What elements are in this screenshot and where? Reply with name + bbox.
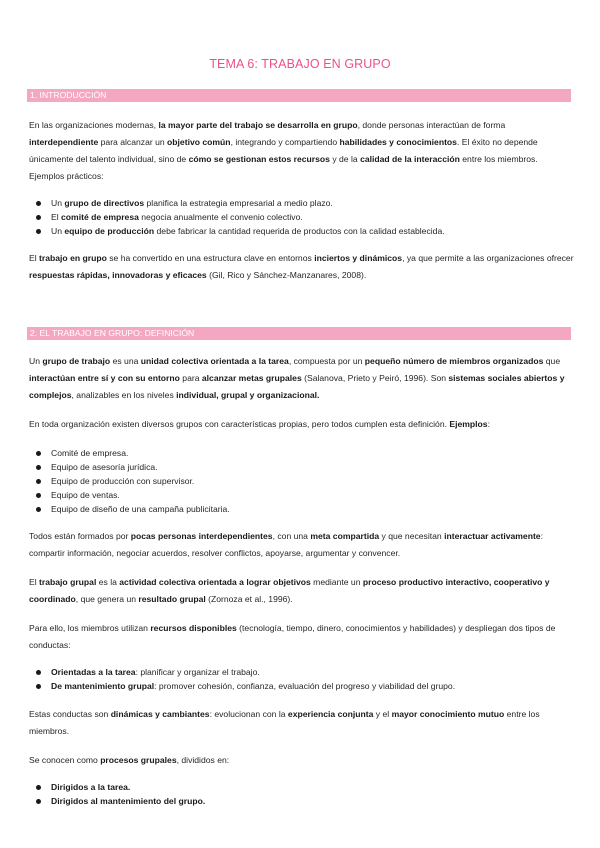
list-item-bold-text: Dirigidos a la tarea. (51, 782, 131, 792)
definition-paragraph-1-text: Un (29, 356, 43, 366)
bullet-icon (36, 215, 41, 220)
bullet-icon (36, 465, 41, 470)
definition-paragraph-5-bold-text: recursos disponibles (150, 623, 237, 633)
definition-paragraph-5-text: Para ello, los miembros utilizan (29, 623, 151, 633)
definition-paragraph-2-bold-text: Ejemplos (449, 419, 488, 429)
definition-examples-list (29, 446, 574, 516)
list-item-text: Un (51, 198, 65, 208)
list-item-bold-text: Orientadas a la tarea (51, 667, 136, 677)
definition-paragraph-3-bold-text: interactuar activamente (444, 531, 541, 541)
definition-paragraph-4-text: El (29, 577, 40, 587)
definition-paragraph-1-text: , analizables en los niveles (71, 390, 177, 400)
bullet-icon (36, 670, 41, 675)
definition-paragraph-1-text: es una (110, 356, 141, 366)
intro-paragraph-1-bold-text: cómo se gestionan estos recursos (188, 154, 330, 164)
list-item (29, 679, 574, 693)
intro-paragraph-1-bold-text: la mayor parte del trabajo se desarrolla en grupo (158, 120, 358, 130)
definition-paragraph-6-text: y el (373, 709, 392, 719)
list-item-text: Un (51, 226, 65, 236)
intro-paragraph-1-text: entre los miembros. Ejemplos prácticos: (29, 154, 538, 181)
bullet-icon (36, 229, 41, 234)
list-item (29, 780, 574, 794)
definition-paragraph-6-text: : evolucionan con la (209, 709, 288, 719)
definition-paragraph-4-bold-text: trabajo grupal (39, 577, 97, 587)
definition-paragraph-3 (29, 528, 574, 562)
list-item (29, 474, 574, 488)
intro-paragraph-1-text: para alcanzar un (98, 137, 168, 147)
intro-paragraph-1-bold-text: objetivo común (167, 137, 231, 147)
definition-paragraph-6-bold-text: dinámicas y cambiantes (110, 709, 210, 719)
definition-paragraph-6-bold-text: mayor conocimiento mutuo (391, 709, 505, 719)
list-item-bold-text: comité de empresa (61, 212, 139, 222)
section-heading-definicion: 2. EL TRABAJO EN GRUPO: DEFINICIÓN (27, 327, 571, 340)
definition-paragraph-6-bold-text: experiencia conjunta (287, 709, 374, 719)
definition-paragraph-4-text: mediante un (310, 577, 363, 587)
list-item-text: Equipo de asesoría jurídica. (51, 462, 158, 472)
intro-paragraph-2 (29, 250, 574, 284)
intro-paragraph-1-bold-text: interdependiente (29, 137, 99, 147)
intro-paragraph-1-text: , integrando y compartiendo (230, 137, 340, 147)
list-item (29, 460, 574, 474)
definition-paragraph-1-bold-text: grupo de trabajo (42, 356, 111, 366)
intro-paragraph-1-text: y de la (329, 154, 361, 164)
list-item-bold-text: equipo de producción (64, 226, 155, 236)
bullet-icon (36, 507, 41, 512)
list-item (29, 665, 574, 679)
definition-paragraph-4-text: , que genera un (75, 594, 139, 604)
section-heading-introduccion: 1. INTRODUCCIÓN (27, 89, 571, 102)
definition-paragraph-1-bold-text: alcanzar metas grupales (201, 373, 302, 383)
definition-paragraph-4-bold-text: actividad colectiva orientada a lograr objetivos (119, 577, 311, 587)
conducts-list (29, 665, 574, 693)
intro-paragraph-2-bold-text: respuestas rápidas, innovadoras y eficaces (29, 270, 207, 280)
list-item-text: Equipo de ventas. (51, 490, 120, 500)
bullet-icon (36, 493, 41, 498)
definition-paragraph-7-text: Se conocen como (29, 755, 101, 765)
intro-paragraph-1 (29, 117, 574, 185)
intro-paragraph-2-bold-text: trabajo en grupo (39, 253, 107, 263)
list-item-bold-text: grupo de directivos (64, 198, 145, 208)
intro-paragraph-2-text: se ha convertido en una estructura clave en entornos (106, 253, 315, 263)
intro-paragraph-2-text: , ya que permite a las organizaciones ofrecer (402, 253, 574, 263)
definition-paragraph-1-bold-text: unidad colectiva orientada a la tarea (140, 356, 289, 366)
intro-paragraph-1-bold-text: habilidades y conocimientos (339, 137, 457, 147)
intro-paragraph-1-text: . El éxito no depende únicamente del talento individual, sino de (29, 137, 538, 164)
definition-paragraph-2-text: En toda organización existen diversos grupos con características propias, pero todos cumplen esta definición. (29, 419, 450, 429)
definition-paragraph-1-text: para (179, 373, 202, 383)
list-item-text: planifica la estrategia empresarial a medio plazo. (144, 198, 333, 208)
page-title: TEMA 6: TRABAJO EN GRUPO (209, 57, 391, 71)
definition-paragraph-3-bold-text: pocas personas interdependientes (130, 531, 273, 541)
list-item (29, 210, 574, 224)
list-item-text: Equipo de producción con supervisor. (51, 476, 195, 486)
list-item-text: : planificar y organizar el trabajo. (135, 667, 260, 677)
definition-paragraph-3-text: Todos están formados por (29, 531, 131, 541)
definition-paragraph-1-bold-text: pequeño número de miembros organizados (364, 356, 544, 366)
list-item-text: El (51, 212, 62, 222)
bullet-icon (36, 479, 41, 484)
intro-paragraph-1-text: , donde personas interactúan de forma (357, 120, 506, 130)
intro-paragraph-1-bold-text: calidad de la interacción (360, 154, 460, 164)
list-item-text: Comité de empresa. (51, 448, 129, 458)
list-item-bold-text: Dirigidos al mantenimiento del grupo. (51, 796, 206, 806)
definition-paragraph-1 (29, 353, 574, 404)
definition-paragraph-2 (29, 416, 574, 433)
intro-examples-list (29, 196, 574, 238)
definition-paragraph-3-text: y que necesitan (379, 531, 445, 541)
definition-paragraph-3-text: : compartir información, negociar acuerdos, resolver conflictos, apoyarse, argumentar y convencer. (29, 531, 543, 558)
bullet-icon (36, 451, 41, 456)
definition-paragraph-1-text: (Salanova, Prieto y Peiró, 1996). Son (301, 373, 449, 383)
definition-paragraph-4-bold-text: resultado grupal (138, 594, 206, 604)
processes-list (29, 780, 574, 808)
definition-paragraph-5 (29, 620, 574, 654)
definition-paragraph-4-text: (Zornoza et al., 1996). (205, 594, 293, 604)
list-item-text: Equipo de diseño de una campaña publicitaria. (51, 504, 230, 514)
definition-paragraph-4-text: es la (96, 577, 120, 587)
list-item-text: : promover cohesión, confianza, evaluación del progreso y viabilidad del grupo. (154, 681, 456, 691)
list-item-text: negocia anualmente el convenio colectivo. (138, 212, 303, 222)
intro-paragraph-2-text: El (29, 253, 40, 263)
list-item (29, 502, 574, 516)
definition-paragraph-7-text: , divididos en: (176, 755, 230, 765)
bullet-icon (36, 785, 41, 790)
bullet-icon (36, 684, 41, 689)
list-item-text: debe fabricar la cantidad requerida de productos con la calidad establecida. (154, 226, 445, 236)
bullet-icon (36, 799, 41, 804)
bullet-icon (36, 201, 41, 206)
definition-paragraph-5-text: (tecnología, tiempo, dinero, conocimientos y habilidades) y despliegan dos tipos de conductas: (29, 623, 556, 650)
definition-paragraph-6-text: Estas conductas son (29, 709, 111, 719)
definition-paragraph-1-bold-text: sistemas sociales abiertos y complejos (29, 373, 565, 400)
definition-paragraph-1-bold-text: interactúan entre sí y con su entorno (29, 373, 180, 383)
definition-paragraph-3-text: , con una (272, 531, 311, 541)
list-item (29, 224, 574, 238)
intro-paragraph-1-text: En las organizaciones modernas, (29, 120, 159, 130)
list-item-bold-text: De mantenimiento grupal (51, 681, 155, 691)
definition-paragraph-7 (29, 752, 574, 769)
definition-paragraph-4 (29, 574, 574, 608)
definition-paragraph-1-text: , compuesta por un (288, 356, 365, 366)
list-item (29, 446, 574, 460)
definition-paragraph-2-text: : (487, 419, 490, 429)
definition-paragraph-1-bold-text: individual, grupal y organizacional. (176, 390, 320, 400)
definition-paragraph-1-text: que (543, 356, 561, 366)
intro-paragraph-2-text: (Gil, Rico y Sánchez-Manzanares, 2008). (206, 270, 367, 280)
definition-paragraph-6-text: entre los miembros. (29, 709, 540, 736)
list-item (29, 488, 574, 502)
definition-paragraph-3-bold-text: meta compartida (310, 531, 380, 541)
definition-paragraph-7-bold-text: procesos grupales (100, 755, 177, 765)
list-item (29, 794, 574, 808)
definition-paragraph-4-bold-text: proceso productivo interactivo, cooperativo y coordinado (29, 577, 550, 604)
definition-paragraph-6 (29, 706, 574, 740)
intro-paragraph-2-bold-text: inciertos y dinámicos (314, 253, 403, 263)
list-item (29, 196, 574, 210)
